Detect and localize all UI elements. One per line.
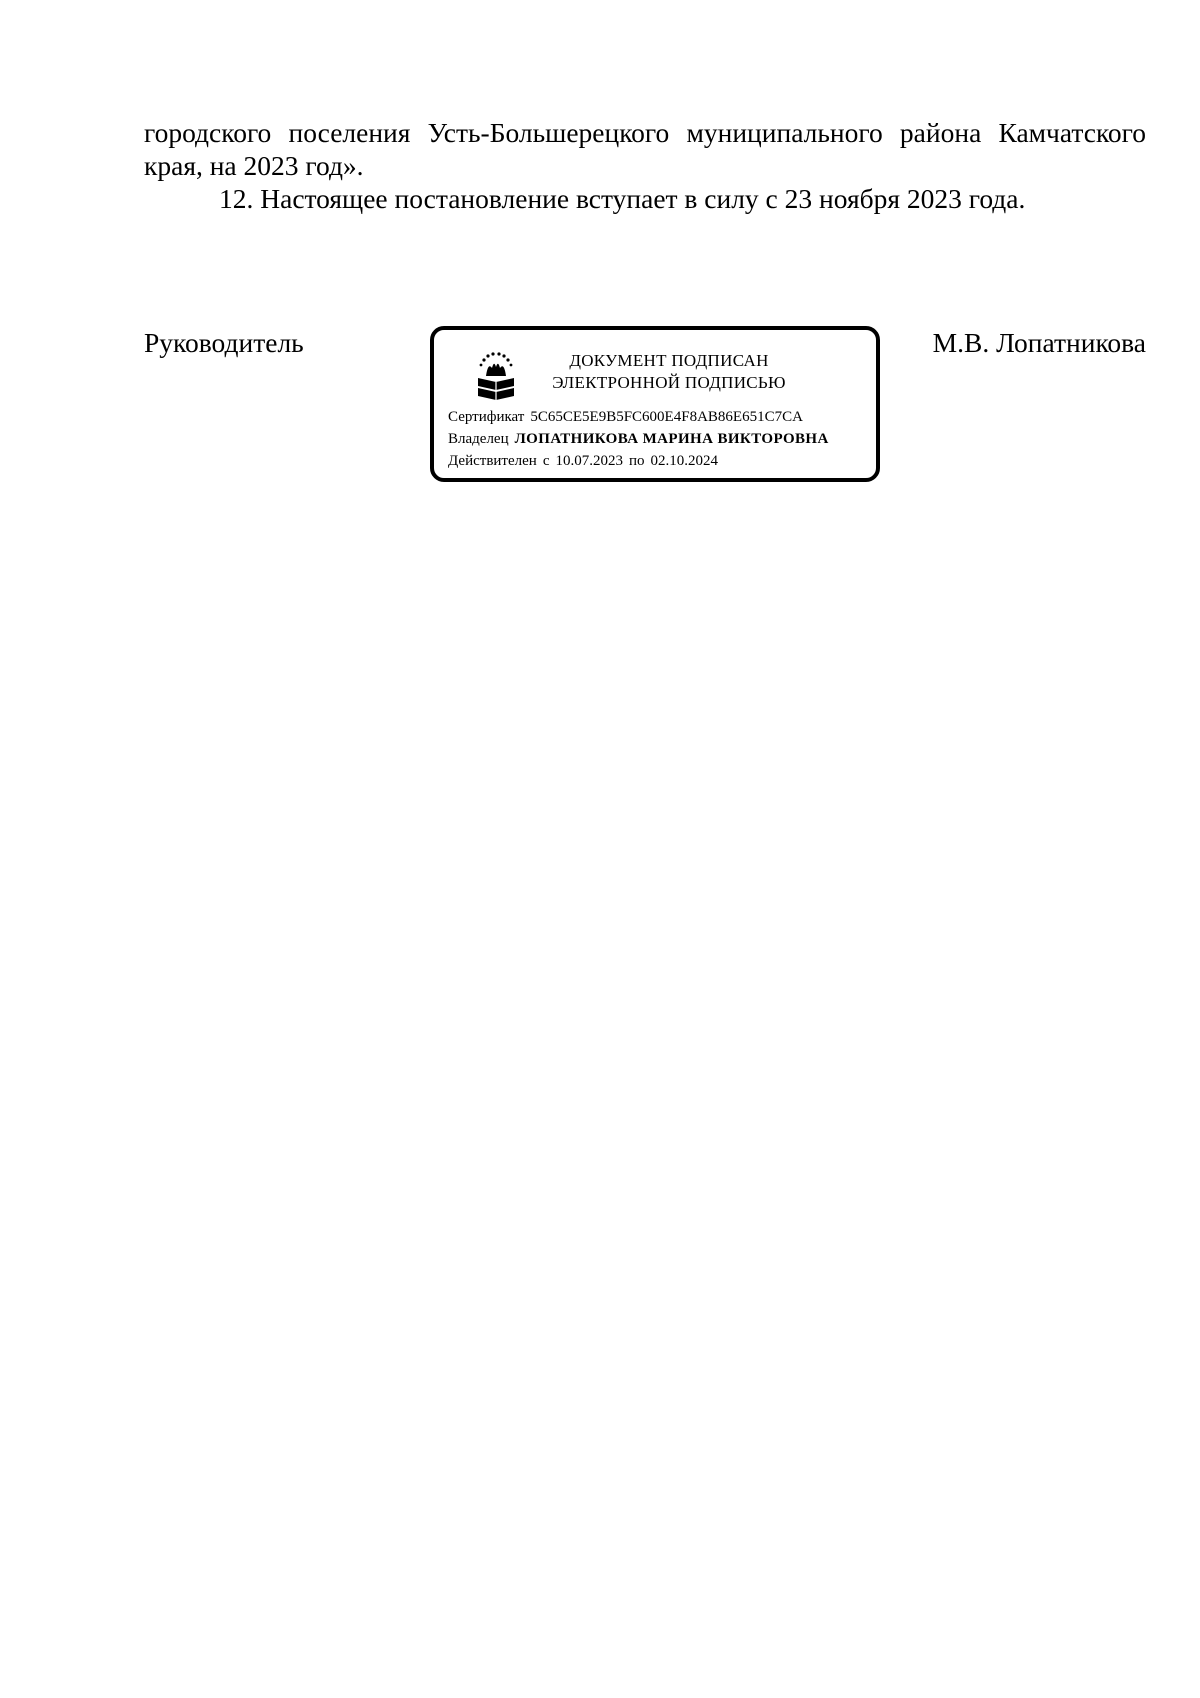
coat-of-arms-icon [470,350,522,402]
certificate-value: 5C65CE5E9B5FC600E4F8AB86E651C7CA [530,409,803,425]
stamp-certificate-line [448,408,803,426]
valid-from-label: с [542,453,550,469]
stamp-owner-line [448,430,829,448]
valid-to-date: 02.10.2024 [650,453,719,469]
electronic-signature-stamp [430,326,880,482]
stamp-validity-line [448,452,718,470]
body-paragraph: городского поселения Усть-Большерецкого муниципального района Камчатского края, на 2023 год». [144,117,1146,181]
signer-position-label: Руководитель [144,327,304,358]
stamp-heading [534,350,804,394]
valid-label: Действителен [448,453,537,469]
valid-to-label: по [628,453,645,469]
stamp-heading-line-2: ЭЛЕКТРОННОЙ ПОДПИСЬЮ [552,373,786,392]
certificate-label: Сертификат [448,409,525,425]
stamp-heading-line-1: ДОКУМЕНТ ПОДПИСАН [569,351,769,370]
valid-from-date: 10.07.2023 [555,453,623,469]
owner-value: ЛОПАТНИКОВА МАРИНА ВИКТОРОВНА [514,431,829,447]
signer-name: М.В. Лопатникова [932,327,1146,358]
body-paragraph-effective-date: 12. Настоящее постановление вступает в силу с 23 ноября 2023 года. [219,183,1026,214]
owner-label: Владелец [448,431,509,447]
